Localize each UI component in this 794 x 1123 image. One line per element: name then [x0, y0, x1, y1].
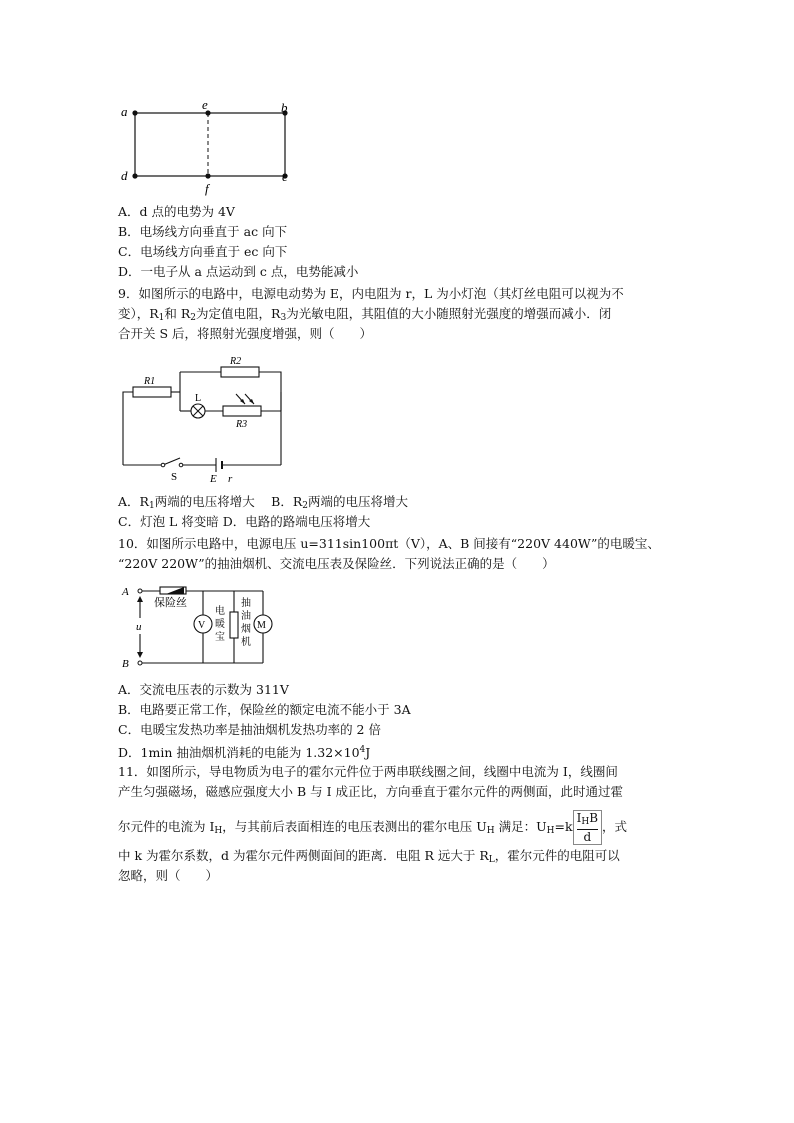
- q10-stem-line1: 10．如图所示电路中，电源电压 u=311sin100πt（V），A、B 间接有“220V 440W”的电暖宝、: [118, 536, 660, 551]
- label-e: e: [202, 98, 208, 112]
- label-a: A: [122, 586, 129, 598]
- q11-stem-line5: 忽略，则（ ）: [118, 868, 219, 883]
- q11-stem-line2: 产生匀强磁场，磁感应强度大小 B 与 I 成正比，方向垂直于霍尔元件的两侧面，此时通过霍: [118, 784, 624, 799]
- label-l: L: [195, 393, 202, 404]
- label-r3: R3: [236, 419, 248, 430]
- q10-option-b: B．电路要正常工作，保险丝的额定电流不能小于 3A: [118, 702, 411, 717]
- label-b: B: [122, 658, 129, 670]
- resistor-r2: [221, 367, 259, 377]
- q9-options-ab: A．$R_1$两端的电压将增大 B．$R_2$两端的电压将增大: [118, 494, 409, 511]
- q10-option-d: D．1min 抽油烟机消耗的电能为 $1.32\times 10^4J$: [118, 745, 371, 760]
- resistor-r3: [223, 406, 261, 416]
- q10-option-c: C．电暖宝发热功率是抽油烟机发热功率的 2 倍: [118, 722, 381, 737]
- rectangle-abcd: [135, 113, 285, 176]
- label-hood: [241, 596, 251, 648]
- q8-option-d: D．一电子从 a 点运动到 c 点，电势能减小: [118, 264, 359, 279]
- q10-stem-line2: “220V 220W”的抽油烟机、交流电压表及保险丝．下列说法正确的是（ ）: [118, 556, 555, 571]
- label-d: d: [121, 168, 128, 183]
- label-v: V: [198, 620, 206, 631]
- q8-option-a: A．d 点的电势为 4V: [118, 204, 235, 219]
- q9-options-cd: C．灯泡 L 将变暗 D．电路的路端电压将增大: [118, 514, 371, 529]
- q10-circuit-figure: [118, 582, 278, 672]
- label-u: u: [136, 621, 142, 633]
- q11-stem-line4: 中 k 为霍尔系数，d 为霍尔元件两侧面间的距离．电阻 R 远大于 $R_L$，霍尔元件的电阻可以: [118, 848, 620, 865]
- q8-option-c: C．电场线方向垂直于 ec 向下: [118, 244, 288, 259]
- label-a: a: [121, 104, 128, 119]
- label-r2: R2: [230, 356, 242, 367]
- svg-text:抽: 抽: [241, 598, 251, 609]
- hall-voltage-fraction: $\frac{I_HB}{d}$: [573, 810, 602, 845]
- q9-stem-line3: 合开关 S 后，将照射光强度增强，则（ ）: [118, 326, 373, 341]
- q9-stem-line1: 9．如图所示的电路中，电源电动势为 E，内电阻为 r，L 为小灯泡（其灯丝电阻可以视为不: [118, 286, 624, 301]
- svg-text:烟: 烟: [241, 624, 251, 635]
- svg-text:机: 机: [241, 637, 251, 648]
- label-heater: [215, 604, 225, 643]
- point-f: [205, 173, 210, 178]
- q8-figure: [118, 98, 298, 198]
- svg-text:油: 油: [241, 611, 251, 622]
- q9-circuit-figure: [118, 350, 293, 485]
- label-r1: R1: [144, 376, 156, 387]
- q11-stem-line3: 尔元件的电流为 $I_H$，与其前后表面相连的电压表测出的霍尔电压 $U_H$ 满足：$U_H=k$ $\frac{I_HB}{d}$ ，式: [118, 811, 628, 844]
- q10-option-a: A．交流电压表的示数为 311V: [118, 682, 289, 697]
- label-s: S: [171, 471, 178, 483]
- label-b: b: [281, 100, 288, 115]
- label-e: E: [210, 473, 217, 485]
- point-a: [132, 110, 137, 115]
- label-r: r: [228, 473, 233, 485]
- svg-text:电: 电: [215, 606, 225, 617]
- label-f: f: [205, 181, 209, 196]
- q9-stem-line2: 变），$R_1$和 $R_2$为定值电阻，$R_3$为光敏电阻，其阻值的大小随照射光强度的增强而减小．闭: [118, 306, 612, 323]
- svg-text:宝: 宝: [215, 632, 225, 643]
- switch-s: [163, 458, 180, 465]
- q11-stem-line1: 11．如图所示，导电物质为电子的霍尔元件位于两串联线圈之间，线圈中电流为 I，线圈间: [118, 764, 618, 779]
- svg-text:暖: 暖: [215, 619, 225, 630]
- q8-option-b: B．电场线方向垂直于 ac 向下: [118, 224, 288, 239]
- label-c: c: [282, 169, 288, 184]
- label-fuse: 保险丝: [154, 596, 187, 609]
- heater: [230, 612, 238, 638]
- resistor-r1: [133, 387, 171, 397]
- point-d: [132, 173, 137, 178]
- label-m: M: [257, 620, 266, 631]
